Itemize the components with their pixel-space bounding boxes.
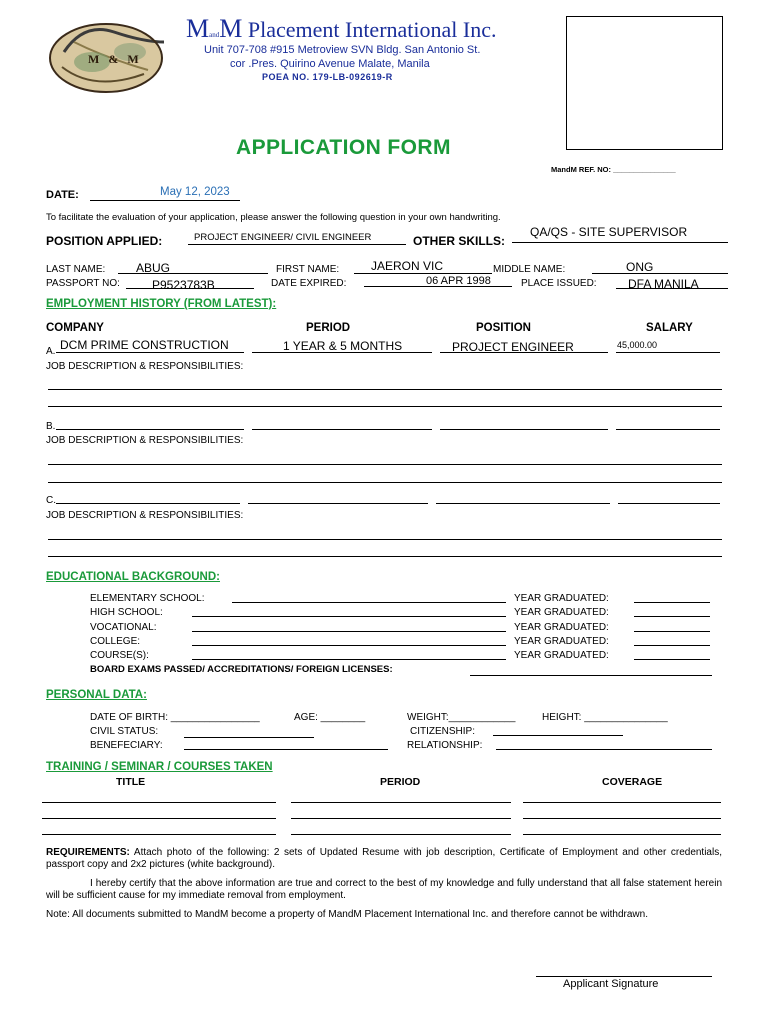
passport-label: PASSPORT NO:: [46, 278, 120, 289]
dob-label: DATE OF BIRTH: ________________: [90, 712, 260, 723]
place-issued-value[interactable]: DFA MANILA: [628, 277, 699, 291]
first-name-line: [354, 273, 492, 274]
row-b-period-line: [252, 429, 432, 430]
training-row1-title: [42, 802, 276, 803]
elementary-year-label: YEAR GRADUATED:: [514, 593, 609, 604]
job-desc-label-c: JOB DESCRIPTION & RESPONSIBILITIES:: [46, 510, 244, 521]
row-c-salary-line: [618, 503, 720, 504]
training-col-coverage: COVERAGE: [602, 776, 663, 788]
address-line1: Unit 707-708 #915 Metroview SVN Bldg. San Antonio St.: [204, 44, 481, 56]
elementary-year-line: [634, 602, 710, 603]
row-c-company-line: [56, 503, 240, 504]
training-row2-coverage: [523, 818, 721, 819]
high-school-label: HIGH SCHOOL:: [90, 607, 163, 618]
age-label: AGE: ________: [294, 712, 366, 723]
training-heading: TRAINING / SEMINAR / COURSES TAKEN: [46, 761, 273, 773]
last-name-label: LAST NAME:: [46, 264, 106, 275]
first-name-label: FIRST NAME:: [276, 264, 340, 275]
weight-label: WEIGHT:____________: [407, 712, 516, 723]
ref-no: MandM REF. NO: _______________: [551, 165, 676, 174]
row-a-period[interactable]: 1 YEAR & 5 MONTHS: [283, 339, 403, 353]
requirements-paragraph: [46, 847, 722, 870]
col-position: POSITION: [476, 322, 531, 334]
job-desc-b-line2: [48, 482, 722, 483]
row-c-position-line: [436, 503, 610, 504]
signature-line: [536, 976, 712, 977]
relationship-line: [496, 749, 712, 750]
vocational-line: [192, 631, 506, 632]
job-desc-a-line1: [48, 389, 722, 390]
training-row2-period: [291, 818, 511, 819]
beneficiary-line: [184, 749, 388, 750]
relationship-label: RELATIONSHIP:: [407, 740, 483, 751]
training-row1-period: [291, 802, 511, 803]
college-label: COLLEGE:: [90, 636, 141, 647]
last-name-value[interactable]: ABUG: [136, 261, 171, 275]
first-name-value[interactable]: JAERON VIC: [371, 259, 444, 273]
job-desc-label-a: JOB DESCRIPTION & RESPONSIBILITIES:: [46, 361, 244, 372]
row-b-company-line: [56, 429, 244, 430]
job-desc-b-line1: [48, 464, 722, 465]
training-row1-coverage: [523, 802, 721, 803]
high-school-year-line: [634, 616, 710, 617]
training-row2-title: [42, 818, 276, 819]
row-a-salary[interactable]: 45,000.00: [617, 340, 658, 350]
date-expired-value[interactable]: 06 APR 1998: [426, 275, 491, 287]
height-label: HEIGHT: _______________: [542, 712, 668, 723]
college-year-label: YEAR GRADUATED:: [514, 636, 609, 647]
high-school-year-label: YEAR GRADUATED:: [514, 607, 609, 618]
col-company: COMPANY: [46, 322, 104, 334]
employment-heading: EMPLOYMENT HISTORY (FROM LATEST):: [46, 298, 277, 310]
college-line: [192, 645, 506, 646]
logo-text: M & M: [88, 52, 142, 66]
row-c-period-line: [248, 503, 428, 504]
courses-line: [192, 659, 506, 660]
board-exams-label: BOARD EXAMS PASSED/ ACCREDITATIONS/ FOREIGN LICENSES:: [90, 664, 393, 675]
civil-status-line: [184, 737, 314, 738]
signature-label: Applicant Signature: [563, 978, 659, 990]
board-exams-line: [470, 675, 712, 676]
middle-name-line: [592, 273, 728, 274]
position-label: POSITION APPLIED:: [46, 234, 163, 248]
passport-value[interactable]: P9523783B: [152, 278, 215, 292]
elementary-line: [232, 602, 506, 603]
other-skills-value[interactable]: QA/QS - SITE SUPERVISOR: [530, 225, 688, 239]
company-prefix: M: [186, 14, 210, 43]
address-line2: cor .Pres. Quirino Avenue Malate, Manila: [230, 58, 430, 70]
intro-text: To facilitate the evaluation of your application, please answer the following question in your own handwriting.: [46, 212, 501, 223]
training-row3-title: [42, 834, 276, 835]
job-desc-label-b: JOB DESCRIPTION & RESPONSIBILITIES:: [46, 435, 244, 446]
beneficiary-label: BENEFECIARY:: [90, 740, 163, 751]
requirements-label: REQUIREMENTS:: [46, 847, 130, 858]
row-b-salary-line: [616, 429, 720, 430]
place-issued-label: PLACE ISSUED:: [521, 278, 597, 289]
high-school-line: [192, 616, 506, 617]
vocational-year-label: YEAR GRADUATED:: [514, 622, 609, 633]
poea-number: POEA NO. 179-LB-092619-R: [262, 72, 393, 82]
middle-name-label: MIDDLE NAME:: [493, 264, 566, 275]
requirements-text: Attach photo of the following: 2 sets of Updated Resume with job description, Certificate of Employment and other credentials, passport copy and 2x2 pictures (white background).: [46, 847, 722, 870]
personal-heading: PERSONAL DATA:: [46, 689, 147, 701]
vocational-label: VOCATIONAL:: [90, 622, 157, 633]
form-title: APPLICATION FORM: [236, 136, 451, 159]
company-rest: Placement International Inc.: [242, 17, 497, 42]
photo-box: [566, 16, 723, 150]
row-a-company[interactable]: DCM PRIME CONSTRUCTION: [60, 338, 229, 352]
civil-status-label: CIVIL STATUS:: [90, 726, 159, 737]
date-expired-label: DATE EXPIRED:: [271, 278, 347, 289]
job-desc-c-line2: [48, 556, 722, 557]
row-a-salary-line: [616, 352, 720, 353]
training-col-period: PERIOD: [380, 776, 421, 788]
row-c-label: C.: [46, 495, 56, 506]
job-desc-c-line1: [48, 539, 722, 540]
company-and: and: [209, 31, 220, 39]
date-line: [90, 200, 240, 201]
company-logo: [44, 12, 178, 100]
citizenship-label: CITIZENSHIP:: [410, 726, 476, 737]
row-b-label: B.: [46, 421, 56, 432]
position-value[interactable]: PROJECT ENGINEER/ CIVIL ENGINEER: [194, 232, 372, 243]
middle-name-value[interactable]: ONG: [626, 260, 654, 274]
other-skills-label: OTHER SKILLS:: [413, 234, 505, 248]
courses-year-line: [634, 659, 710, 660]
position-line: [188, 244, 406, 245]
vocational-year-line: [634, 631, 710, 632]
training-row3-coverage: [523, 834, 721, 835]
citizenship-line: [493, 735, 623, 736]
certify-paragraph: I hereby certify that the above information are true and correct to the best of my knowledge and fully understand that all false statement herein will be sufficient cause for my immediate removal from employment.: [46, 878, 722, 901]
elementary-label: ELEMENTARY SCHOOL:: [90, 593, 205, 604]
row-a-label: A.: [46, 346, 56, 357]
courses-year-label: YEAR GRADUATED:: [514, 650, 609, 661]
note-paragraph: Note: All documents submitted to MandM become a property of MandM Placement International Inc. and therefore cannot be withdrawn.: [46, 909, 648, 920]
training-row3-period: [291, 834, 511, 835]
company-prefix2: M: [219, 14, 243, 43]
row-b-position-line: [440, 429, 608, 430]
college-year-line: [634, 645, 710, 646]
courses-label: COURSE(S):: [90, 650, 149, 661]
company-name: [186, 14, 496, 44]
col-salary: SALARY: [646, 322, 693, 334]
education-heading: EDUCATIONAL BACKGROUND:: [46, 571, 220, 583]
training-col-title: TITLE: [116, 776, 146, 788]
col-period: PERIOD: [306, 322, 351, 334]
row-a-position[interactable]: PROJECT ENGINEER: [452, 340, 574, 354]
date-value[interactable]: May 12, 2023: [160, 186, 230, 198]
other-skills-line: [512, 242, 728, 243]
job-desc-a-line2: [48, 406, 722, 407]
date-label: DATE:: [46, 189, 79, 201]
row-a-company-line: [56, 352, 244, 353]
